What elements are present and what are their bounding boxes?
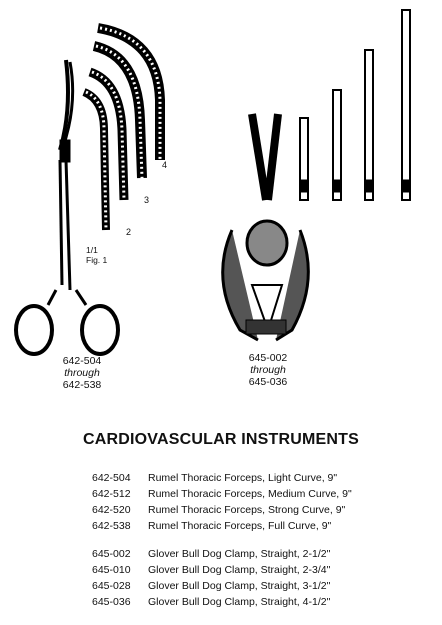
forceps-caption	[42, 355, 122, 391]
instrument-list	[92, 470, 422, 610]
item-code: 645-002	[92, 548, 131, 560]
clamp-caption	[228, 352, 308, 388]
list-item	[92, 562, 422, 578]
page-title: CARDIOVASCULAR INSTRUMENTS	[82, 431, 359, 448]
list-item	[92, 486, 422, 502]
curve-label-2: 2	[126, 227, 132, 237]
item-code: 642-538	[92, 520, 131, 532]
item-desc: Rumel Thoracic Forceps, Strong Curve, 9"	[148, 504, 346, 516]
list-item	[92, 470, 422, 486]
list-item	[92, 502, 422, 518]
figure-note	[86, 245, 107, 265]
item-desc: Rumel Thoracic Forceps, Medium Curve, 9"	[148, 488, 352, 500]
forceps-through: through	[64, 367, 100, 379]
scale-note: 1/1	[86, 245, 98, 255]
clamp-code-from: 645-002	[248, 352, 288, 364]
fig-label: Fig. 1	[86, 255, 108, 265]
list-item	[92, 594, 422, 610]
item-code: 642-512	[92, 488, 131, 500]
item-desc: Glover Bull Dog Clamp, Straight, 3-1/2"	[148, 580, 331, 592]
group-separator	[92, 534, 422, 546]
straight-jaws-drawing	[300, 10, 410, 200]
item-code: 642-504	[92, 472, 131, 484]
clamp-code-to: 645-036	[248, 376, 288, 388]
forceps-code-from: 642-504	[62, 355, 102, 367]
item-desc: Rumel Thoracic Forceps, Light Curve, 9"	[148, 472, 338, 484]
item-desc: Rumel Thoracic Forceps, Full Curve, 9"	[148, 520, 332, 532]
list-item	[92, 518, 422, 534]
item-desc: Glover Bull Dog Clamp, Straight, 4-1/2"	[148, 596, 331, 608]
forceps-code-to: 642-538	[62, 379, 102, 391]
list-item	[92, 578, 422, 594]
item-code: 645-028	[92, 580, 131, 592]
curve-label-3: 3	[144, 195, 150, 205]
clamp-drawing	[223, 114, 309, 340]
item-desc: Glover Bull Dog Clamp, Straight, 2-3/4"	[148, 564, 331, 576]
item-code: 645-010	[92, 564, 131, 576]
item-code: 642-520	[92, 504, 131, 516]
item-code: 645-036	[92, 596, 131, 608]
clamp-through: through	[250, 364, 286, 376]
item-desc: Glover Bull Dog Clamp, Straight, 2-1/2"	[148, 548, 331, 560]
list-item	[92, 546, 422, 562]
curve-label-4: 4	[162, 160, 168, 170]
